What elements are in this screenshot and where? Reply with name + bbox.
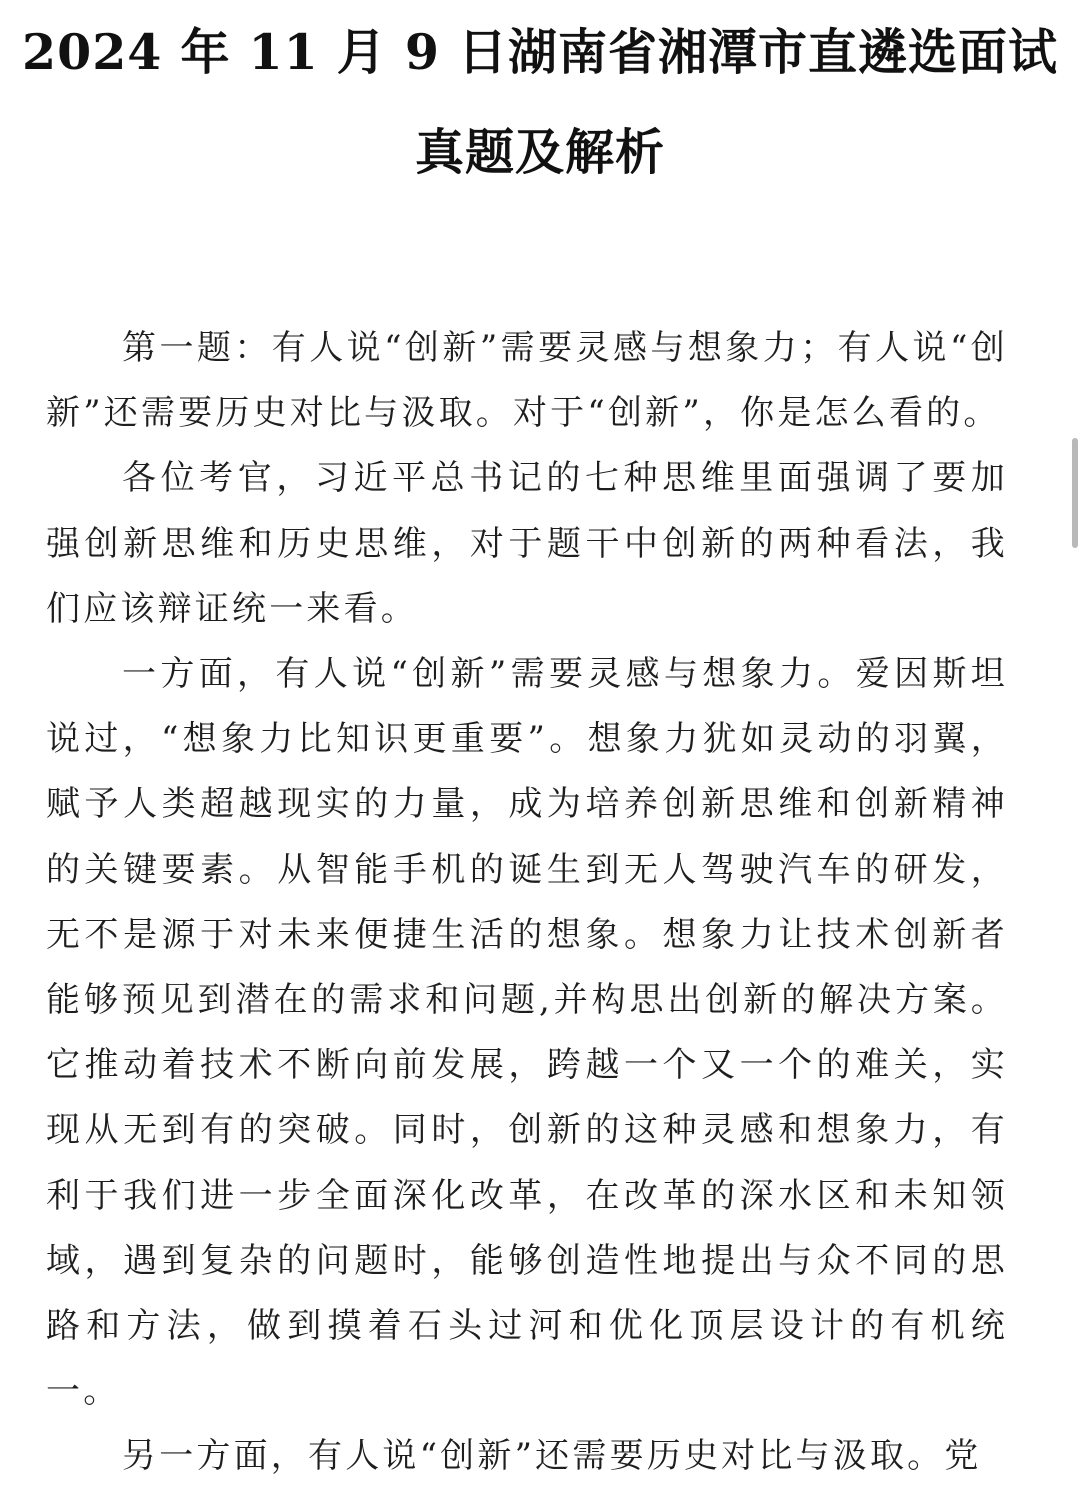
document-title-line-1: 2024 年 11 月 9 日湖南省湘潭市直遴选面试 bbox=[22, 23, 1058, 81]
scrollbar-thumb[interactable] bbox=[1072, 438, 1078, 548]
paragraph-second-aspect: 另一方面，有人说“创新”还需要历史对比与汲取。党 bbox=[122, 1436, 982, 1477]
paragraph-intro: 各位考官，习近平总书记的七种思维里面强调了要加强创新思维和历史思维，对于题干中创新的两种看法，我们应该辩证统一来看。 bbox=[46, 458, 1008, 629]
paragraph-question: 第一题：有人说“创新”需要灵感与想象力；有人说“创新”还需要历史对比与汲取。对于“创新”，你是怎么看的。 bbox=[46, 328, 1008, 434]
document-title-line-2: 真题及解析 bbox=[414, 123, 665, 181]
document-body bbox=[46, 316, 1008, 1490]
paragraph-first-aspect: 一方面，有人说“创新”需要灵感与想象力。爱因斯坦说过，“想象力比知识更重要”。想象力犹如灵动的羽翼，赋予人类超越现实的力量，成为培养创新思维和创新精神的关键要素。从智能手机的诞生到无人驾驶汽车的研发，无不是源于对未来便捷生活的想象。想象力让技术创新者能够预见到潜在的需求和问题,并构思出创新的解决方案。它推动着技术不断向前发展，跨越一个又一个的难关，实现从无到有的突破。同时，创新的这种灵感和想象力，有利于我们进一步全面深化改革，在改革的深水区和未知领域，遇到复杂的问题时，能够创造性地提出与众不同的思路和方法，做到摸着石头过河和优化顶层设计的有机统一。 bbox=[46, 654, 1008, 1412]
